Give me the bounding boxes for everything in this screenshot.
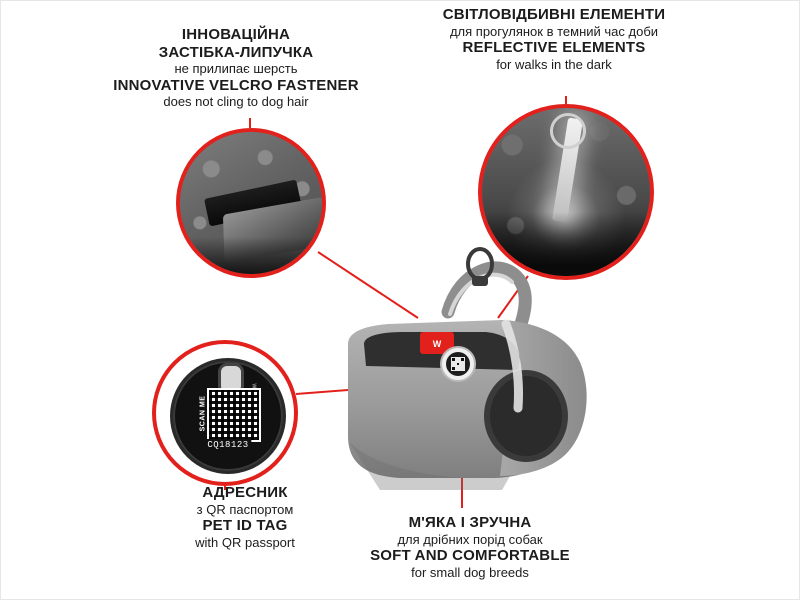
callout-velcro-en-title: INNOVATIVE VELCRO FASTENER [113, 76, 359, 94]
product-harness-illustration [330, 240, 630, 500]
callout-comfort [330, 514, 610, 580]
tag-scan-label: SCAN ME [199, 395, 207, 432]
callout-velcro-en-sub: does not cling to dog hair [163, 94, 309, 110]
magnifier-velcro [176, 128, 326, 278]
callout-comfort-ua-sub: для дрібних порід собак [397, 531, 543, 547]
magnifier-qr-tag [152, 340, 298, 486]
qr-tag-disc [170, 358, 286, 474]
velcro-shadow [180, 237, 322, 274]
callout-tag-ua-title: АДРЕСНИК [202, 484, 288, 501]
callout-tag-en-sub: with QR passport [195, 534, 295, 550]
callout-reflective-ua-title: СВІТЛОВІДБИВНІ ЕЛЕМЕНТИ [442, 6, 666, 23]
callout-comfort-ua-title: М'ЯКА І ЗРУЧНА [408, 514, 532, 531]
callout-velcro-ua-line1: ІННОВАЦІЙНА [181, 26, 291, 43]
svg-text:W: W [432, 339, 442, 349]
magnifier-reflective [478, 104, 654, 280]
reflective-shadow [482, 212, 650, 276]
callout-comfort-en-title: SOFT AND COMFORTABLE [370, 547, 570, 565]
qr-code-icon [207, 388, 261, 442]
callout-tag-en-title: PET ID TAG [202, 517, 288, 535]
callout-velcro-ua-line2: ЗАСТІБКА-ЛИПУЧКА [158, 43, 314, 61]
callout-tag-ua-sub: з QR паспортом [196, 501, 294, 517]
tag-code-label: CQ18123 [204, 439, 251, 451]
callout-velcro [86, 26, 386, 110]
callout-reflective-en-sub: for walks in the dark [496, 56, 612, 72]
callout-reflective-en-title: REFLECTIVE ELEMENTS [462, 39, 646, 57]
callout-velcro-ua-sub: не прилипає шерсть [174, 61, 298, 77]
callout-comfort-en-sub: for small dog breeds [411, 564, 529, 580]
callout-reflective-ua-sub: для прогулянок в темний час доби [449, 23, 659, 39]
callout-reflective [404, 6, 704, 72]
